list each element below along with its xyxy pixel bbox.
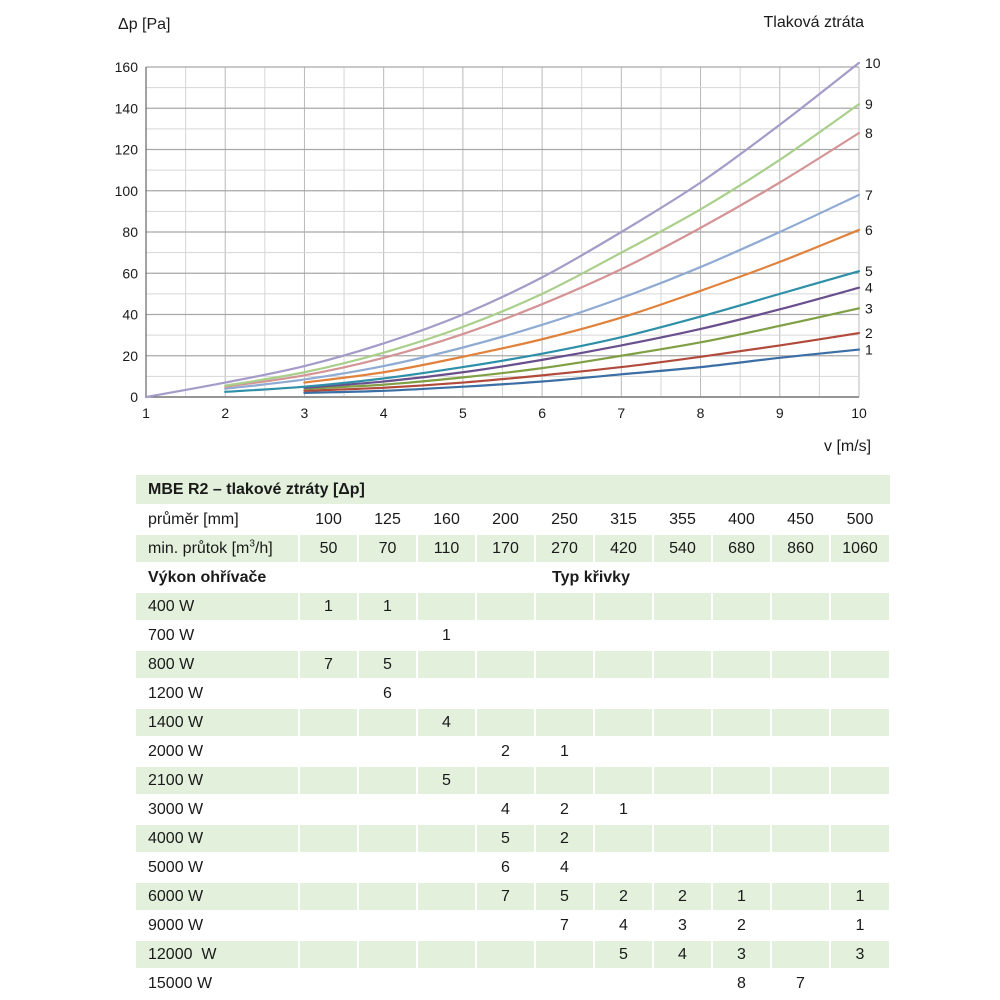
curve-type-cell <box>418 854 475 881</box>
curve-type-cell: 4 <box>418 709 475 736</box>
curve-type-cell <box>772 622 829 649</box>
curve-type-cell <box>536 651 593 678</box>
curve-type-cell <box>477 680 534 707</box>
curve-type-cell <box>831 593 889 620</box>
curve-type-cell <box>359 883 416 910</box>
curve-type-cell: 1 <box>619 801 628 818</box>
series-label-3: 3 <box>865 300 873 317</box>
curve-type-cell <box>477 622 534 649</box>
diameter-cell: 250 <box>551 511 578 528</box>
table-body <box>136 593 890 999</box>
curve-type-cell: 3 <box>831 941 889 968</box>
diameter-cell: 200 <box>492 511 519 528</box>
curve-type-cell <box>536 941 593 968</box>
curve-type-cell: 7 <box>300 651 357 678</box>
y-tick-label: 60 <box>122 265 138 282</box>
curve-type-cell <box>713 593 770 620</box>
curve-type-cell <box>713 767 770 794</box>
curve-type-cell <box>831 738 889 765</box>
curve-type-cell: 7 <box>560 917 569 934</box>
curve-type-cell <box>595 738 652 765</box>
curve-type-cell: 2 <box>501 743 510 760</box>
curve-type-cell <box>772 680 829 707</box>
flow-label: min. průtok $[m^3/h]$ <box>136 535 298 562</box>
curve-type-cell <box>418 941 475 968</box>
curve-type-cell <box>300 883 357 910</box>
curve-type-cell <box>359 767 416 794</box>
curve-type-cell <box>713 854 770 881</box>
curve-type-cell <box>654 854 711 881</box>
curve-type-cell: 7 <box>796 975 805 992</box>
flow-cell: 680 <box>713 535 770 562</box>
curve-type-cell: 5 <box>359 651 416 678</box>
power-label: 9000 W <box>148 917 204 934</box>
flow-cell: 70 <box>359 535 416 562</box>
curve-type-cell <box>359 796 416 823</box>
power-label: 400 W <box>136 593 298 620</box>
y-tick-label: 100 <box>114 182 138 199</box>
curve-type-cell <box>477 970 534 997</box>
curve-type-cell <box>595 680 652 707</box>
curve-type-cell <box>300 796 357 823</box>
curve-type-cell: 5 <box>477 825 534 852</box>
curve-type-cell: 6 <box>383 685 392 702</box>
series-label-6: 6 <box>865 221 873 238</box>
x-tick-label: 4 <box>379 405 388 421</box>
curve-type-cell <box>595 651 652 678</box>
power-label: 15000 W <box>148 975 213 992</box>
table-row <box>136 709 890 738</box>
x-axis-label: v [m/s] <box>824 438 872 455</box>
curve-type-cell <box>300 941 357 968</box>
curve-type-cell <box>359 709 416 736</box>
curve-type-cell <box>713 796 770 823</box>
curve-type-cell <box>359 912 416 939</box>
curve-type-cell <box>300 825 357 852</box>
curve-type-cell <box>654 767 711 794</box>
curve-type-cell <box>477 941 534 968</box>
curve-type-cell <box>595 767 652 794</box>
series-label-4: 4 <box>865 279 873 296</box>
curve-type-cell <box>418 680 475 707</box>
flow-cell: 270 <box>536 535 593 562</box>
flow-cell: 170 <box>477 535 534 562</box>
curve-type-cell <box>595 709 652 736</box>
flow-cell: 860 <box>772 535 829 562</box>
curve-type-cell <box>536 593 593 620</box>
y-tick-label: 40 <box>122 306 138 323</box>
flow-cell: 1060 <box>831 535 889 562</box>
x-tick-label: 7 <box>617 405 626 421</box>
curve-type-cell: 8 <box>737 975 746 992</box>
curve-type-cell <box>654 622 711 649</box>
power-label: 12000 W <box>136 941 298 968</box>
diameter-cell: 315 <box>610 511 637 528</box>
power-label: 2000 W <box>148 743 204 760</box>
curve-type-cell <box>418 593 475 620</box>
flow-cell: 50 <box>300 535 357 562</box>
curve-type-cell <box>654 651 711 678</box>
diameter-row <box>136 506 890 535</box>
y-tick-label: 160 <box>114 59 138 75</box>
pressure-loss-chart <box>0 0 1000 465</box>
curve-type-cell <box>713 738 770 765</box>
curve-type-cell <box>713 651 770 678</box>
series-label-7: 7 <box>865 186 873 203</box>
curve-type-cell <box>418 883 475 910</box>
diameter-cell: 160 <box>433 511 460 528</box>
table-title: MBE R2 – tlakové ztráty [Δp] <box>136 475 890 504</box>
curve-type-cell <box>831 622 889 649</box>
curve-type-cell <box>418 796 475 823</box>
chart-canvas <box>0 0 1000 465</box>
power-label: 1200 W <box>148 685 204 702</box>
curve-type-cell <box>772 709 829 736</box>
curve-type-cell <box>713 622 770 649</box>
chart-title: Tlaková ztráta <box>763 14 864 31</box>
curve-type-cell <box>772 912 829 939</box>
power-header: Výkon ohřívače <box>148 569 267 586</box>
curve-type-cell <box>477 593 534 620</box>
curve-type-cell: 1 <box>300 593 357 620</box>
curve-type-cell <box>772 651 829 678</box>
flow-cell: 110 <box>418 535 475 562</box>
diameter-cell: 500 <box>846 511 874 528</box>
curve-type-cell <box>654 709 711 736</box>
curve-type-cell <box>595 825 652 852</box>
curve-type-cell <box>595 970 652 997</box>
x-tick-label: 10 <box>851 405 867 421</box>
diameter-label: průměr [mm] <box>148 511 239 528</box>
curve-type-cell <box>772 738 829 765</box>
curve-type-cell: 4 <box>654 941 711 968</box>
flow-cell: 420 <box>595 535 652 562</box>
curve-type-cell <box>831 796 889 823</box>
curve-type-cell: 5 <box>418 767 475 794</box>
curve-type-cell: 1 <box>831 883 889 910</box>
curve-type-cell: 1 <box>855 917 865 934</box>
curve-type-cell <box>831 970 889 997</box>
curve-type-cell <box>477 709 534 736</box>
flow-row <box>136 535 890 564</box>
curve-type-cell <box>300 709 357 736</box>
curve-type-cell <box>300 767 357 794</box>
table-row <box>136 825 890 854</box>
table-row <box>136 593 890 622</box>
power-label: 4000 W <box>136 825 298 852</box>
x-tick-label: 8 <box>696 405 705 421</box>
curve-type-cell: 2 <box>595 883 652 910</box>
curve-type-cell <box>300 854 357 881</box>
curve-type-cell: 1 <box>442 627 451 644</box>
curve-type-cell: 2 <box>737 917 746 934</box>
curve-type-cell <box>536 709 593 736</box>
curve-type-cell <box>595 593 652 620</box>
diameter-cell: 450 <box>787 511 814 528</box>
curve-type-cell <box>772 767 829 794</box>
diameter-cell: 355 <box>669 511 696 528</box>
curve-type-cell: 3 <box>678 917 687 934</box>
curve-type-cell <box>300 912 357 939</box>
curve-type-cell <box>713 680 770 707</box>
series-label-10: 10 <box>865 54 881 71</box>
x-tick-label: 9 <box>775 405 784 421</box>
curve-type-cell <box>831 825 889 852</box>
table-row <box>136 796 890 825</box>
curve-type-cell <box>359 970 416 997</box>
series-label-5: 5 <box>865 263 873 280</box>
curve-type-cell <box>359 941 416 968</box>
curve-type-cell <box>359 738 416 765</box>
curve-type-cell <box>477 912 534 939</box>
curve-type-header: Typ křivky <box>552 569 630 586</box>
curve-type-cell <box>831 651 889 678</box>
y-tick-label: 0 <box>130 389 138 405</box>
table-row <box>136 738 890 767</box>
curve-type-cell <box>418 825 475 852</box>
table-row <box>136 883 890 912</box>
curve-type-cell: 3 <box>713 941 770 968</box>
curve-type-cell <box>831 854 889 881</box>
table-row <box>136 622 890 651</box>
curve-type-cell <box>772 883 829 910</box>
curve-type-cell <box>300 680 357 707</box>
curve-type-cell <box>654 970 711 997</box>
power-label: 800 W <box>136 651 298 678</box>
curve-type-cell: 1 <box>713 883 770 910</box>
table-row <box>136 767 890 796</box>
curve-type-cell <box>831 709 889 736</box>
curve-type-cell <box>654 593 711 620</box>
curve-type-cell: 2 <box>536 825 593 852</box>
power-label: 1400 W <box>136 709 298 736</box>
curve-type-cell <box>300 738 357 765</box>
table-row <box>136 941 890 970</box>
curve-type-cell <box>654 680 711 707</box>
series-label-1: 1 <box>865 341 873 358</box>
pressure-loss-table <box>136 475 890 999</box>
y-tick-label: 120 <box>114 141 138 158</box>
curve-type-cell <box>713 825 770 852</box>
power-label: 2100 W <box>136 767 298 794</box>
curve-type-cell <box>418 651 475 678</box>
curve-type-cell <box>536 767 593 794</box>
curve-type-cell <box>418 970 475 997</box>
series-label-8: 8 <box>865 125 873 141</box>
table-row <box>136 651 890 680</box>
table-row <box>136 854 890 883</box>
x-tick-label: 5 <box>458 405 467 421</box>
curve-type-cell: 4 <box>501 801 510 818</box>
power-label: 6000 W <box>136 883 298 910</box>
curve-type-cell <box>831 767 889 794</box>
curve-type-cell <box>359 825 416 852</box>
x-tick-label: 2 <box>221 405 230 421</box>
series-label-9: 9 <box>865 96 873 113</box>
curve-type-cell <box>772 825 829 852</box>
curve-type-cell <box>654 825 711 852</box>
curve-type-cell <box>654 796 711 823</box>
power-label: 5000 W <box>148 859 204 876</box>
curve-type-cell: 1 <box>560 743 569 760</box>
diameter-cell: 400 <box>728 511 755 528</box>
curve-type-cell: 4 <box>560 859 569 876</box>
curve-type-cell <box>536 622 593 649</box>
curve-type-cell: 7 <box>477 883 534 910</box>
section-header-row <box>136 564 890 591</box>
curve-type-cell <box>713 709 770 736</box>
flow-cell: 540 <box>654 535 711 562</box>
curve-type-cell: 4 <box>619 917 628 934</box>
curve-type-cell <box>300 622 357 649</box>
curve-type-cell <box>418 912 475 939</box>
x-tick-label: 3 <box>300 405 309 421</box>
curve-type-cell <box>418 738 475 765</box>
curve-type-cell: 2 <box>560 801 569 818</box>
table-row <box>136 970 890 999</box>
curve-type-cell: 2 <box>654 883 711 910</box>
curve-type-cell <box>654 738 711 765</box>
curve-type-cell <box>595 622 652 649</box>
x-tick-label: 6 <box>538 405 547 421</box>
table-row <box>136 912 890 941</box>
curve-type-cell: 6 <box>501 859 510 876</box>
diameter-cell: 125 <box>374 511 401 528</box>
curve-type-cell: 5 <box>595 941 652 968</box>
curve-type-cell <box>831 680 889 707</box>
curve-type-cell: 5 <box>536 883 593 910</box>
curve-type-cell <box>477 651 534 678</box>
curve-type-cell: 1 <box>359 593 416 620</box>
curve-type-cell <box>772 941 829 968</box>
diameter-cell: 100 <box>315 511 342 528</box>
power-label: 700 W <box>148 627 195 644</box>
curve-type-cell <box>772 593 829 620</box>
table-row <box>136 680 890 709</box>
curve-type-cell <box>477 767 534 794</box>
curve-type-cell <box>772 854 829 881</box>
curve-type-cell <box>300 970 357 997</box>
curve-type-cell <box>772 796 829 823</box>
curve-type-cell <box>595 854 652 881</box>
y-tick-label: 140 <box>114 100 138 117</box>
y-tick-label: 80 <box>122 224 138 240</box>
x-tick-label: 1 <box>142 405 150 421</box>
curve-type-cell <box>536 680 593 707</box>
curve-type-cell <box>359 854 416 881</box>
series-label-2: 2 <box>865 325 873 342</box>
y-tick-label: 20 <box>122 347 138 364</box>
y-axis-label: Δp [Pa] <box>118 16 171 33</box>
curve-type-cell <box>359 622 416 649</box>
power-label: 3000 W <box>148 801 204 818</box>
curve-type-cell <box>536 970 593 997</box>
